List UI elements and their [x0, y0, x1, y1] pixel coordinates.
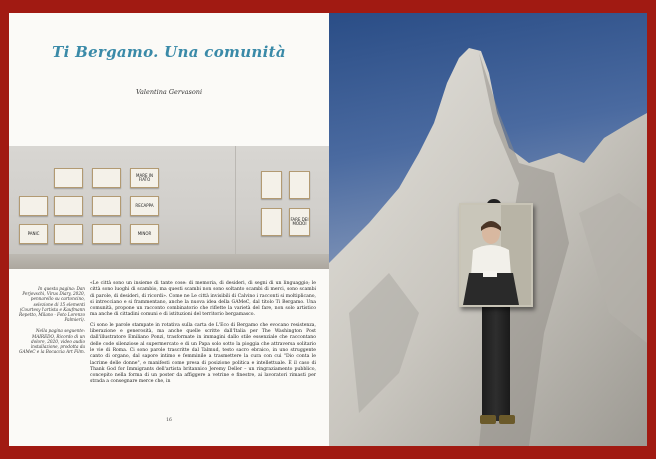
photo-caption [17, 286, 85, 360]
hiker-boot [499, 415, 515, 424]
hiker-boot [480, 415, 496, 424]
carried-painting [459, 203, 533, 307]
article-body [90, 281, 316, 390]
artwork-frame [261, 171, 282, 199]
artwork-frame: MARE IN FIATO [130, 168, 159, 188]
body-paragraph: Ci sono le parole stampate in rotativa sulla carta de L'Eco di Bergamo che evocano resistenza, liberazione e generosità, ma anche quelle scritte dall'Italia per The Washington Post dall'illustratore Emiliano Ponzi, trasformate in immagini dallo stile essenziale che raccontano delle code silenziose al supermercato e di un Papa solo sotto la pioggia che attraversa solitario le vie di Roma. Ci sono parole trascritte dal Talmud, testo sacro ebraico, in uno struggente canto di organo, dal sapore intimo e femminile a trasmettere la cura con cui "Dio conta le lacrime delle donne", e manifesti come presa di posizione politica e intellettuale. È il caso di Thank God for Immigrants dell'artista britannico Jeremy Deller – un ringraziamento pubblico, concepito nella forma di un poster da affiggere a vetrine e finestre, ai lavoratori rimasti per strada a consegnare merce che, in [90, 322, 316, 385]
artwork-frame: PANIC [19, 224, 48, 244]
artwork-frame [92, 196, 121, 216]
caption-paragraph: Nella pagina seguente: MAIREDO, Ricordo di un dolore, 2020, video audio installazione, prodotta da GAMeC e la Bocaccia Art Film. [19, 328, 85, 355]
magazine-spread [9, 13, 647, 446]
artwork-frame [54, 168, 83, 188]
right-page-photo [329, 13, 647, 446]
artwork-frame [54, 224, 83, 244]
hiker [482, 299, 510, 421]
left-page [9, 13, 329, 446]
artwork-frame: FARE DEI MODOI [289, 208, 310, 236]
article-title: Ti Bergamo. Una comunità [52, 43, 286, 61]
artwork-frame [289, 171, 310, 199]
article-author: Valentina Gervasoni [135, 88, 203, 96]
exhibition-photo [9, 146, 329, 269]
caption-paragraph: In questa pagina: Dan Perjovschi, Virus Diary, 2020, pennarello su cartoncino, selezione di 15 elementi (Courtesy l'artista e Kaufmann Repetto, Milano · Foto Lorenzo Palmieri). [19, 286, 85, 323]
body-paragraph: «Le città sono un insieme di tante cose: di memoria, di desideri, di segni di un linguaggio; le città sono luoghi di scambio, ma questi scambi non sono soltanto scambi di merci, sono scambi di parole, di desideri, di ricordi». Come ne Le città invisibili di Calvino i racconti si moltiplicano, si intrecciano e si frammentano, anche la nuova idea della GAMeC, dal titolo Ti Bergamo. Una comunità, propone un racconto combinatorio che riflette la varietà del fare, non solo artistico ma anche di cittadini comuni e di istituzioni del territorio bergamasco. [90, 281, 316, 318]
artwork-frame [19, 196, 48, 216]
page-number: 16 [166, 418, 172, 423]
artwork-frame [54, 196, 83, 216]
artwork-frame: RECAPPA [130, 196, 159, 216]
wall-corner [235, 146, 236, 254]
portrait-image [461, 205, 531, 305]
gallery-floor [9, 254, 329, 269]
artwork-frame [92, 224, 121, 244]
artwork-frame [261, 208, 282, 236]
artwork-frame [92, 168, 121, 188]
artwork-frame: MINOR [130, 224, 159, 244]
